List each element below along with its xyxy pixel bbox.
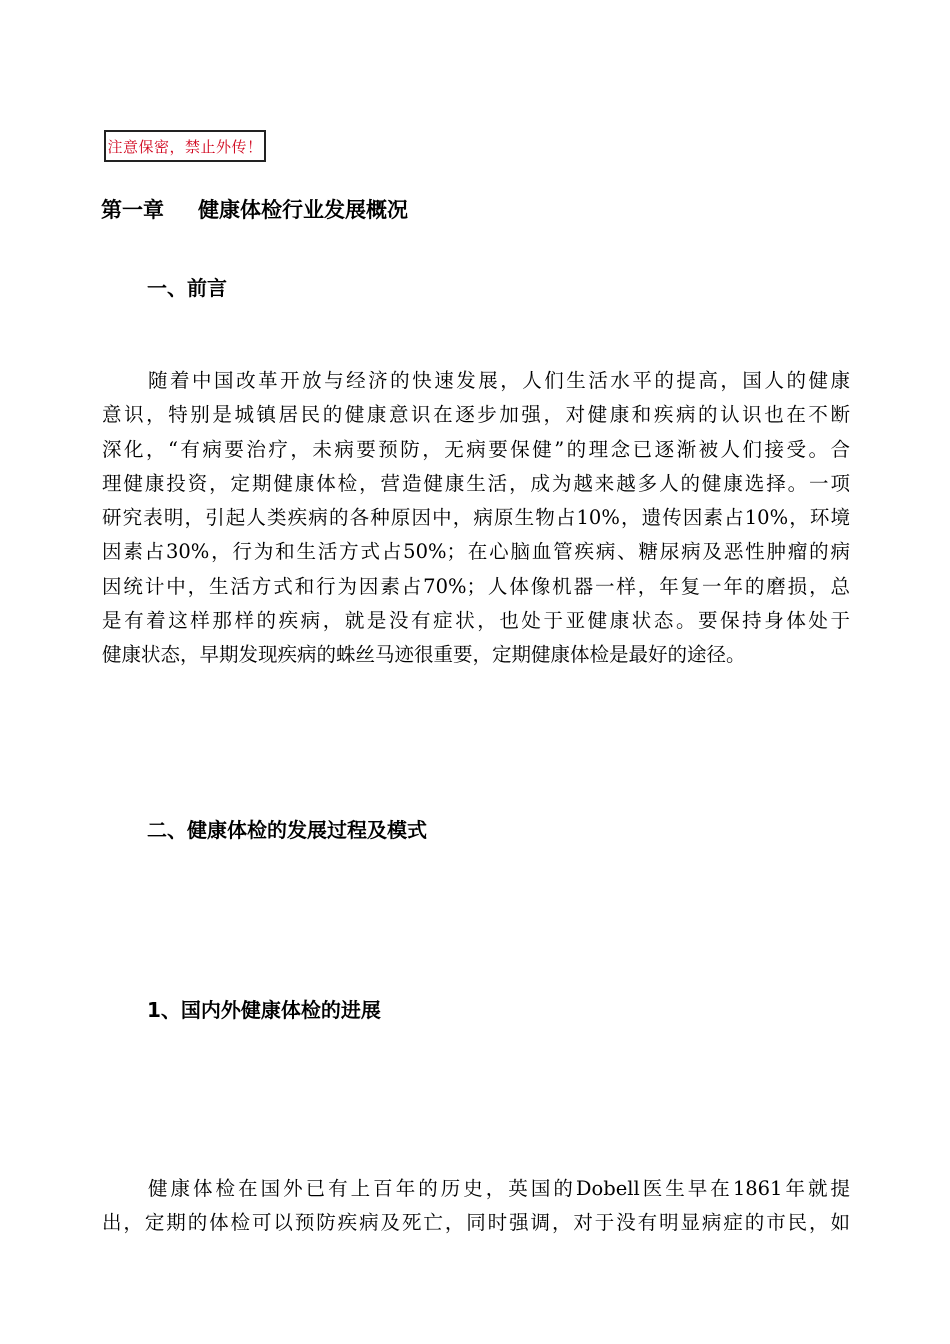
paragraph-line: 健康体检在国外已有上百年的历史，英国的Dobell医生早在1861年就提 [148,1177,850,1200]
section-heading-development: 二、健康体检的发展过程及模式 [147,818,427,842]
paragraph-line: 研究表明，引起人类疾病的各种原因中，病原生物占10%，遗传因素占10%，环境 [102,506,850,530]
chapter-name: 健康体检行业发展概况 [198,198,408,222]
section-heading-preface: 一、前言 [147,276,227,300]
preface-paragraph [102,364,850,673]
paragraph-line: 随着中国改革开放与经济的快速发展，人们生活水平的提高，国人的健康 [148,369,850,392]
paragraph-line: 因统计中，生活方式和行为因素占70%；人体像机器一样，年复一年的磨损，总 [102,574,850,598]
subsection-heading-progress: 1、国内外健康体检的进展 [147,998,381,1022]
paragraph-line: 因素占30%，行为和生活方式占50%；在心脑血管疾病、糖尿病及恶性肿瘤的病 [102,540,850,564]
chapter-title [101,196,408,224]
paragraph-line: 意识，特别是城镇居民的健康意识在逐步加强，对健康和疾病的认识也在不断 [102,403,850,427]
paragraph-line: 深化，“有病要治疗，未病要预防，无病要保健”的理念已逐渐被人们接受。合 [102,437,850,461]
confidential-notice-text: 注意保密，禁止外传！ [107,137,263,156]
chapter-number: 第一章 [101,198,164,222]
confidential-notice-box [104,130,266,162]
paragraph-line: 健康状态，早期发现疾病的蛛丝马迹很重要，定期健康体检是最好的途径。 [102,643,746,667]
paragraph-line: 是有着这样那样的疾病，就是没有症状，也处于亚健康状态。要保持身体处于 [102,609,850,633]
paragraph-line: 出，定期的体检可以预防疾病及死亡，同时强调，对于没有明显病症的市民，如 [102,1211,850,1235]
progress-paragraph [102,1172,850,1241]
paragraph-line: 理健康投资，定期健康体检，营造健康生活，成为越来越多人的健康选择。一项 [102,471,850,495]
